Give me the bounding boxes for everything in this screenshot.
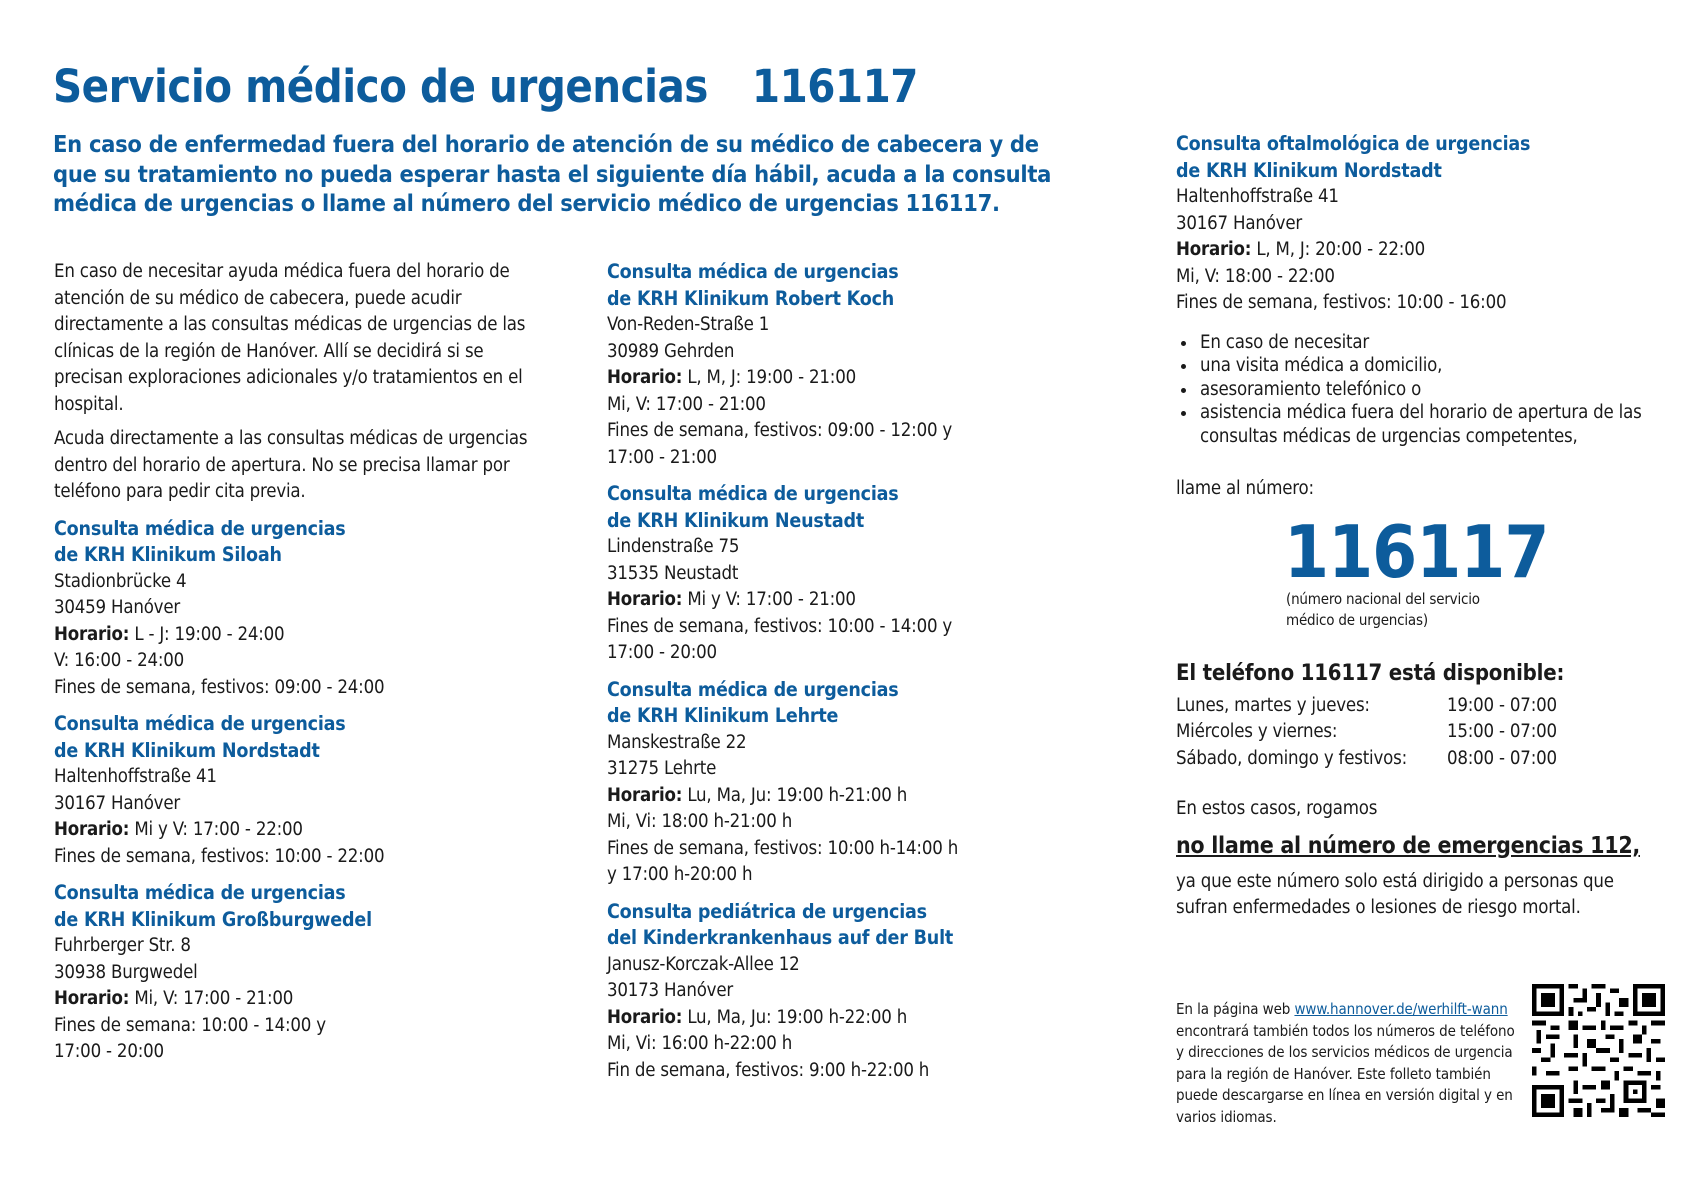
hours-value: Mi, V: 17:00 - 21:00 — [134, 988, 294, 1009]
column-left — [54, 259, 554, 1066]
no-call-warning: no llame al número de emergencias 112, — [1176, 832, 1640, 859]
clinic-hours — [1176, 237, 1656, 264]
clinic-hours-line: Fines de semana, festivos: 09:00 - 24:00 — [54, 676, 385, 698]
clinic-name: Consulta médica de urgencias — [607, 260, 899, 283]
table-row — [1176, 719, 1557, 746]
clinic-city: 30938 Burgwedel — [54, 961, 198, 983]
clinic-name: del Kinderkrankenhaus auf der Bult — [607, 926, 954, 949]
list-item: • asesoramiento telefónico o — [1198, 378, 1656, 402]
clinic-hours-line: Fines de semana: 10:00 - 14:00 y — [54, 1014, 326, 1036]
hours-label: Horario: — [607, 589, 683, 610]
clinic-hours — [607, 1005, 1027, 1032]
clinic-robert-koch — [607, 259, 1027, 471]
clinic-name: Consulta oftalmológica de urgencias — [1176, 132, 1531, 155]
web-link[interactable]: www.hannover.de/werhilft-wann — [1294, 1000, 1508, 1018]
clinic-hours-line: Mi, Vi: 16:00 h-22:00 h — [607, 1033, 793, 1054]
list-item: • En caso de necesitar — [1198, 331, 1656, 355]
clinic-name: Consulta pediátrica de urgencias — [607, 899, 927, 923]
clinic-city: 30167 Hanóver — [1176, 212, 1302, 234]
clinic-hours-line: Fines de semana, festivos: 10:00 - 22:00 — [54, 845, 385, 867]
clinic-hours-line: Mi, V: 17:00 - 21:00 — [607, 393, 766, 415]
title-text: Servicio médico de urgencias — [53, 60, 708, 113]
table-row — [1176, 693, 1557, 720]
clinic-name: de KRH Klinikum Robert Koch — [607, 286, 895, 310]
clinic-street: Fuhrberger Str. 8 — [54, 935, 191, 956]
clinic-street: Janusz-Korczak-Allee 12 — [607, 953, 800, 975]
days-cell: Sábado, domingo y festivos: — [1176, 747, 1407, 769]
column-middle — [607, 259, 1027, 1084]
cases-text: En estos casos, rogamos — [1176, 798, 1378, 819]
clinic-nordstadt — [54, 711, 554, 870]
clinic-street: Von-Reden-Straße 1 — [607, 314, 770, 335]
clinic-grossburgwedel — [54, 880, 554, 1066]
title-number: 116117 — [751, 60, 918, 113]
days-cell: Lunes, martes y jueves: — [1176, 694, 1370, 716]
clinic-hours-line: 17:00 - 20:00 — [607, 642, 717, 663]
time-cell: 15:00 - 07:00 — [1446, 721, 1557, 742]
hours-value: L, M, J: 20:00 - 22:00 — [1256, 239, 1425, 260]
clinic-hours-line: Fin de semana, festivos: 9:00 h-22:00 h — [607, 1059, 930, 1081]
clinic-street: Manskestraße 22 — [607, 731, 747, 753]
clinic-street: Lindenstraße 75 — [607, 536, 740, 557]
hours-value: Mi y V: 17:00 - 21:00 — [687, 589, 856, 610]
clinic-name: Consulta médica de urgencias — [607, 677, 899, 701]
hours-label: Horario: — [54, 988, 130, 1009]
hours-label: Horario: — [1176, 239, 1252, 260]
web-info — [1176, 999, 1516, 1128]
clinic-hours-line: Mi, Vi: 18:00 h-21:00 h — [607, 811, 793, 832]
hours-value: L - J: 19:00 - 24:00 — [134, 623, 285, 645]
clinic-city: 30989 Gehrden — [607, 340, 735, 362]
clinic-hours — [607, 587, 1027, 614]
clinic-city: 31275 Lehrte — [607, 758, 717, 779]
clinic-hours-line: Mi, V: 18:00 - 22:00 — [1176, 265, 1335, 287]
hours-label: Horario: — [607, 784, 683, 806]
clinic-hours — [54, 986, 554, 1013]
clinic-street: Haltenhoffstraße 41 — [54, 766, 217, 787]
call-prompt: llame al número: — [1176, 478, 1314, 499]
clinic-name: de KRH Klinikum Lehrte — [607, 704, 839, 727]
hours-label: Horario: — [607, 1006, 683, 1028]
clinic-hours-line: y 17:00 h-20:00 h — [607, 864, 753, 885]
clinic-name: Consulta médica de urgencias — [607, 482, 899, 505]
clinic-hours — [54, 622, 554, 649]
availability-table — [1176, 693, 1557, 773]
hours-value: Lu, Ma, Ju: 19:00 h-21:00 h — [687, 784, 908, 806]
clinic-city: 31535 Neustadt — [607, 562, 739, 584]
clinic-hours-line: V: 16:00 - 24:00 — [54, 650, 185, 671]
clinic-lehrte — [607, 677, 1027, 889]
clinic-hours — [54, 817, 554, 844]
clinic-name: de KRH Klinikum Neustadt — [607, 508, 865, 532]
list-item: • una visita médica a domicilio, — [1198, 354, 1656, 378]
clinic-hours-line: Fines de semana, festivos: 10:00 - 16:00 — [1176, 292, 1507, 313]
clinic-hours-line: 17:00 - 21:00 — [607, 446, 717, 468]
intro-text: En caso de enfermedad fuera del horario de atención de su médico de cabecera y de que su tratamiento no pueda esperar hasta el siguiente día hábil, acuda a la consulta médica de urgencias o llame al número del servicio médico de urgencias 116117. — [53, 130, 1052, 217]
info-paragraph-1: En caso de necesitar ayuda médica fuera del horario de atención de su médico de cabecera, puede acudir directamente a las consultas médicas de urgencias de las clínicas de la región de Hanóver. Allí se decidirá si se precisan exploraciones adicionales y/o tratamientos en el hospital. — [54, 261, 526, 415]
hotline-note: (número nacional del servicio médico de urgencias) — [1286, 589, 1480, 629]
hours-value: Lu, Ma, Ju: 19:00 h-22:00 h — [687, 1006, 908, 1028]
time-cell: 08:00 - 07:00 — [1446, 747, 1557, 769]
clinic-hours-line: Fines de semana, festivos: 10:00 - 14:00 y — [607, 615, 953, 637]
clinic-kinderkrankenhaus-bult — [607, 899, 1027, 1085]
clinic-neustadt — [607, 481, 1027, 667]
clinic-siloah — [54, 516, 554, 702]
time-cell: 19:00 - 07:00 — [1446, 694, 1557, 716]
page-title — [53, 60, 918, 113]
clinic-name: Consulta médica de urgencias — [54, 881, 346, 904]
clinic-name: Consulta médica de urgencias — [54, 516, 346, 540]
clinic-eye-nordstadt — [1176, 131, 1656, 317]
clinic-city: 30167 Hanóver — [54, 792, 180, 814]
list-item: • asistencia médica fuera del horario de apertura de las consultas médicas de urgencias competentes, — [1198, 401, 1656, 448]
clinic-street: Stadionbrücke 4 — [54, 570, 187, 592]
column-right — [1176, 131, 1656, 922]
clinic-hours — [607, 783, 1027, 810]
reason-text: ya que este número solo está dirigido a personas que sufran enfermedades o lesiones de riesgo mortal. — [1176, 870, 1614, 918]
clinic-city: 30173 Hanóver — [607, 980, 733, 1001]
hotline-number: 116117 — [1284, 509, 1549, 594]
info-paragraph-2: Acuda directamente a las consultas médicas de urgencias dentro del horario de apertura. No se precisa llamar por teléfono para pedir cita previa. — [54, 428, 528, 502]
hours-value: Mi y V: 17:00 - 22:00 — [134, 819, 303, 840]
table-row — [1176, 746, 1557, 773]
clinic-hours-line: Fines de semana, festivos: 09:00 - 12:00 y — [607, 420, 953, 441]
hours-value: L, M, J: 19:00 - 21:00 — [687, 367, 856, 388]
clinic-name: de KRH Klinikum Nordstadt — [1176, 158, 1442, 182]
clinic-name: de KRH Klinikum Großburgwedel — [54, 907, 372, 931]
days-cell: Miércoles y viernes: — [1176, 721, 1338, 742]
hours-label: Horario: — [54, 623, 130, 645]
web-info-after: encontrará también todos los números de teléfono y direcciones de los servicios médicos de urgencia para la región de Hanóver. Este folleto también puede descargarse en línea en versión digital y en varios idiomas. — [1176, 1021, 1515, 1126]
clinic-name: de KRH Klinikum Siloah — [54, 543, 282, 566]
hours-label: Horario: — [607, 367, 683, 388]
clinic-hours-line: Fines de semana, festivos: 10:00 h-14:00 h — [607, 837, 959, 859]
web-info-before: En la página web — [1176, 1000, 1295, 1018]
qr-code[interactable] — [1532, 984, 1665, 1117]
clinic-street: Haltenhoffstraße 41 — [1176, 186, 1339, 207]
clinic-name: Consulta médica de urgencias — [54, 712, 346, 735]
clinic-hours-line: 17:00 - 20:00 — [54, 1041, 164, 1062]
availability-title: El teléfono 116117 está disponible: — [1176, 660, 1565, 686]
when-to-call-list — [1176, 331, 1656, 449]
clinic-hours — [607, 365, 1027, 392]
hours-label: Horario: — [54, 819, 130, 840]
clinic-city: 30459 Hanóver — [54, 597, 180, 618]
clinic-name: de KRH Klinikum Nordstadt — [54, 738, 320, 762]
